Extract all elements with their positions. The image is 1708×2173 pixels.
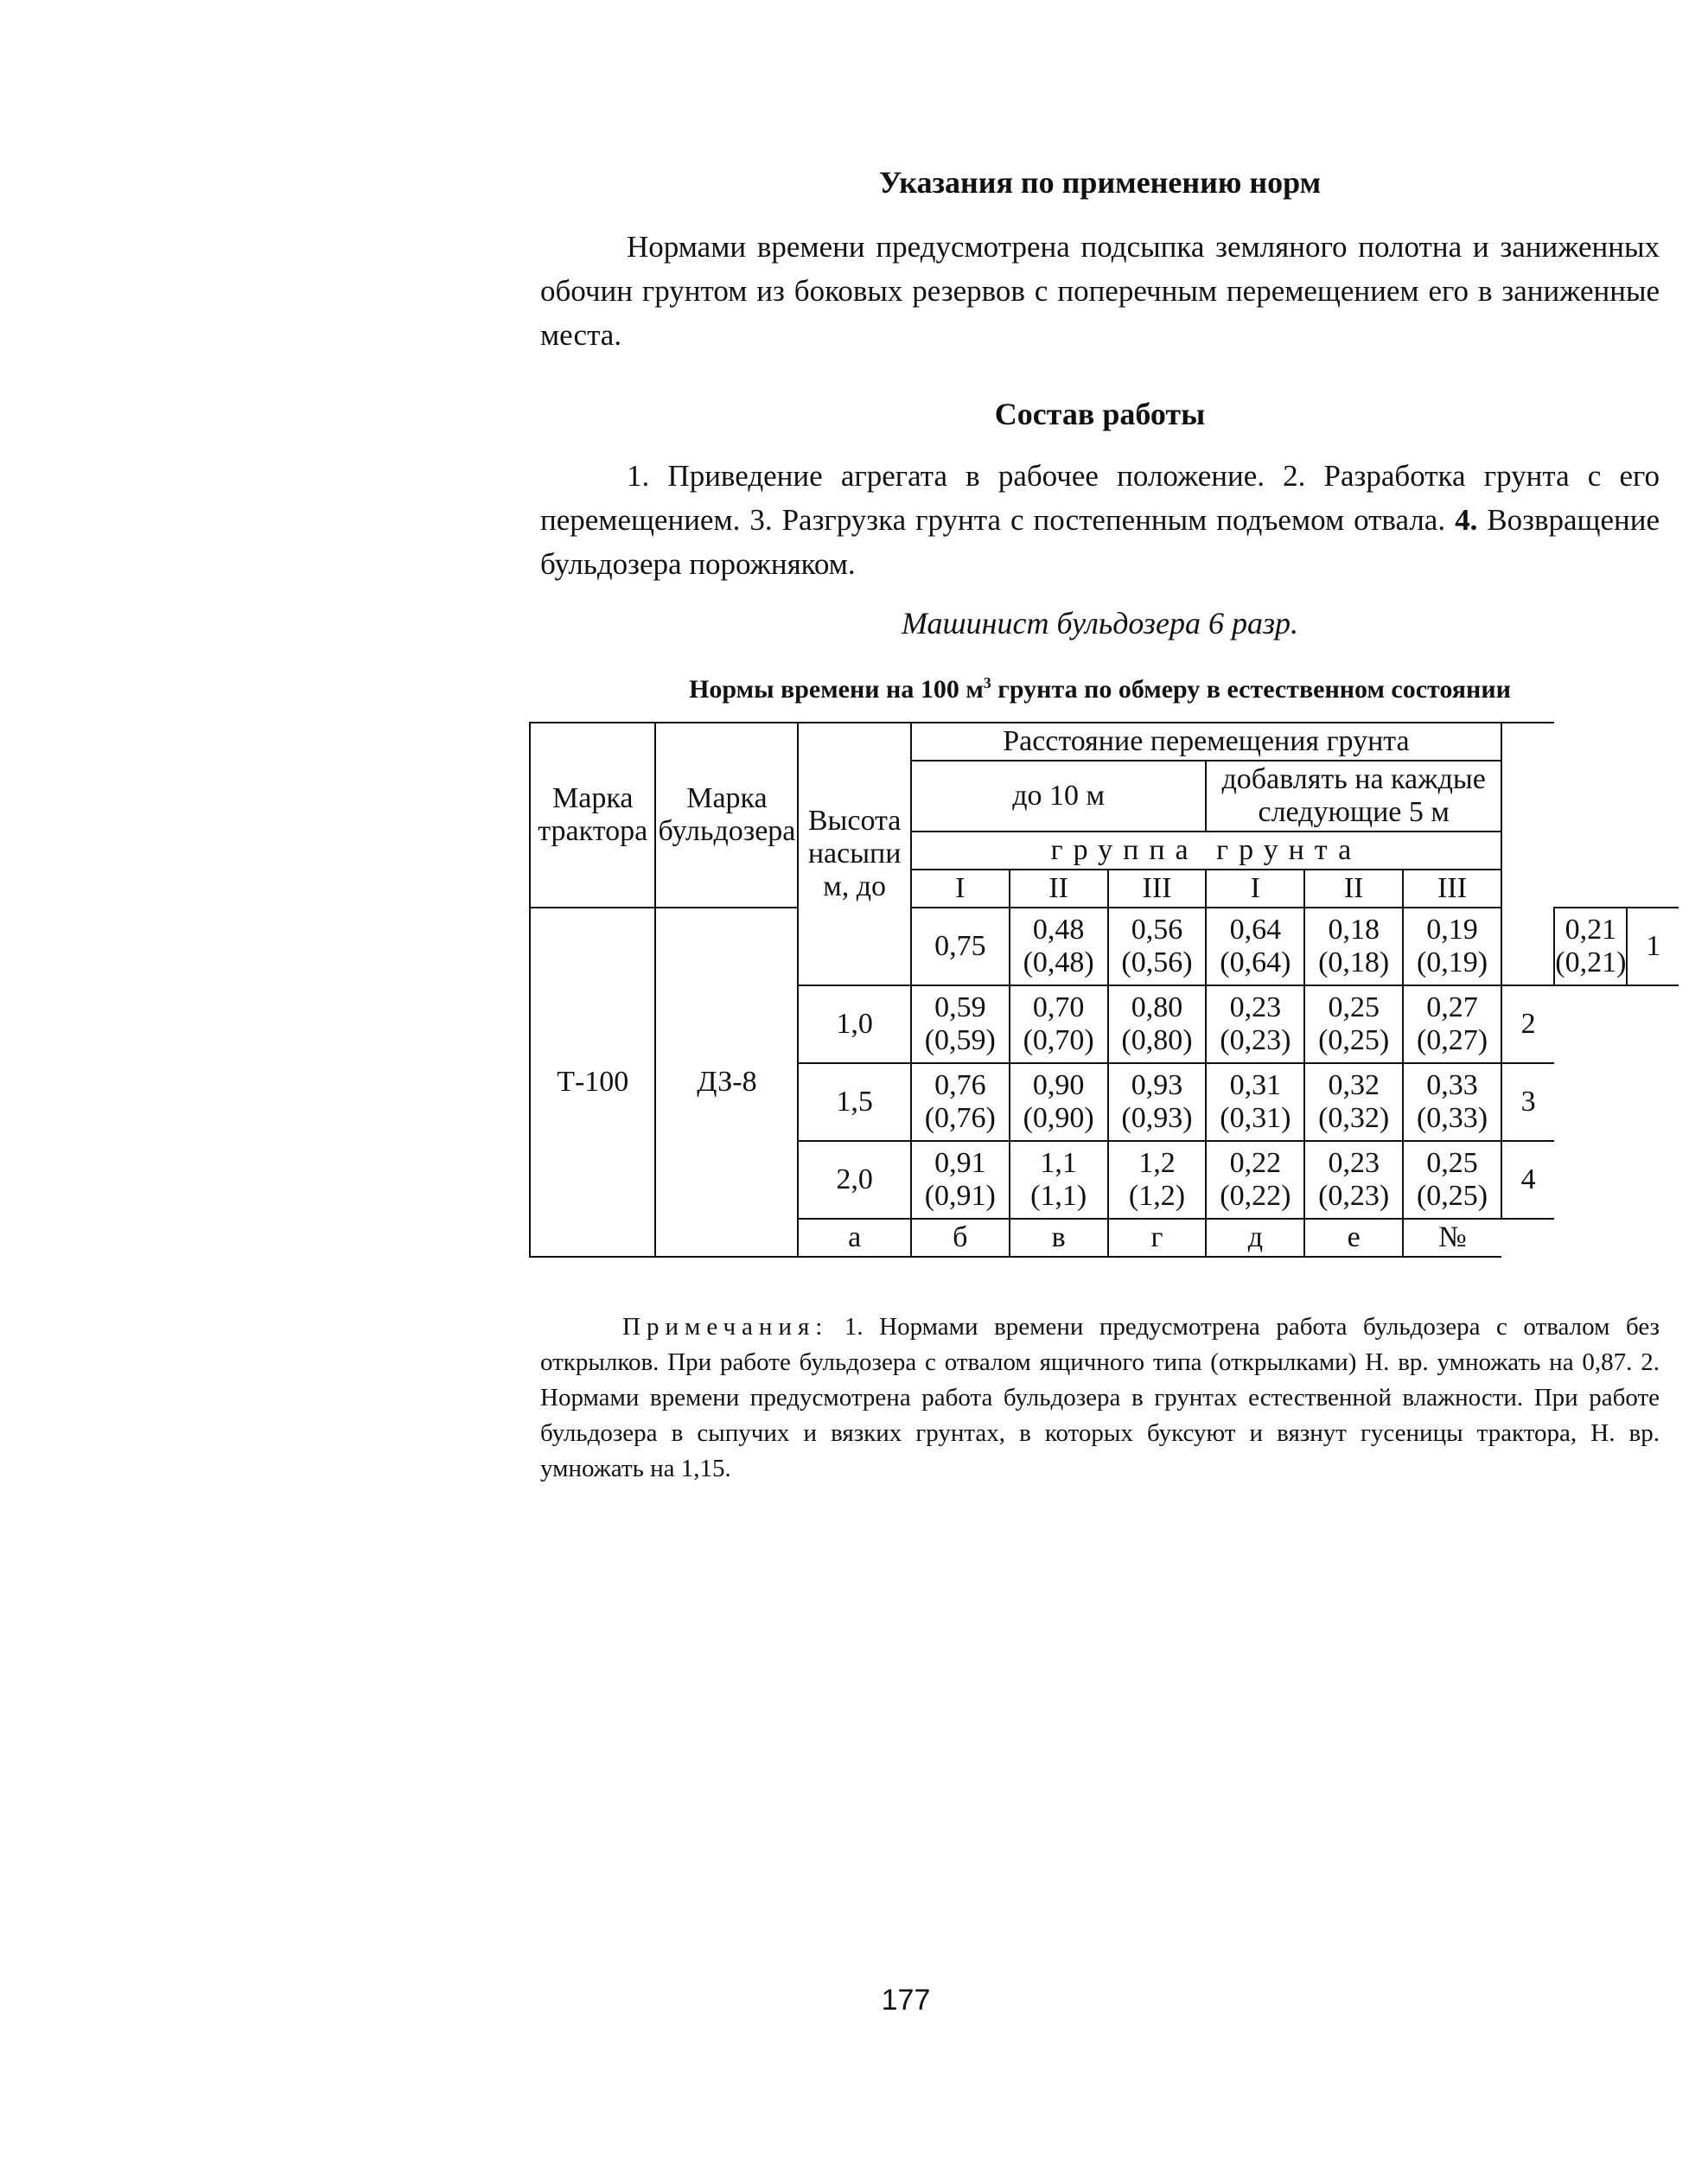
value-bracket: (0,56) [1121, 946, 1193, 978]
bulldozer-cell: ДЗ-8 [655, 908, 798, 1257]
value-bracket: (0,32) [1318, 1102, 1390, 1134]
value-cell [1554, 908, 1627, 985]
value-main: 0,27 [1426, 991, 1478, 1023]
column-letter: в [1010, 1219, 1108, 1257]
column-letter: д [1206, 1219, 1304, 1257]
value-main: 0,76 [934, 1069, 986, 1101]
row-number: 3 [1501, 1063, 1554, 1141]
value-cell [1304, 908, 1403, 985]
value-cell [1108, 985, 1207, 1063]
value-cell [1108, 1063, 1207, 1141]
header-group-3: III [1108, 870, 1207, 908]
tractor-cell: Т-100 [530, 908, 655, 1257]
norms-table [529, 722, 1679, 1258]
value-cell [1403, 1141, 1501, 1219]
number-label: № [1403, 1219, 1501, 1257]
value-main: 0,80 [1131, 991, 1183, 1023]
value-main: 0,33 [1426, 1069, 1478, 1101]
value-bracket: (0,23) [1318, 1180, 1390, 1212]
header-group: группа грунта [911, 832, 1501, 870]
header-bulldozer: Марка бульдозера [655, 723, 798, 908]
value-bracket: (0,31) [1220, 1102, 1291, 1134]
value-main: 0,90 [1032, 1069, 1085, 1101]
value-main: 0,23 [1229, 991, 1282, 1023]
value-bracket: (0,18) [1318, 946, 1390, 978]
value-bracket: (0,90) [1023, 1102, 1094, 1134]
value-main: 0,93 [1131, 1069, 1183, 1101]
header-group-1: I [911, 870, 1010, 908]
value-cell [1206, 985, 1304, 1063]
value-cell [911, 1063, 1010, 1141]
value-cell [911, 985, 1010, 1063]
column-letter: б [911, 1219, 1010, 1257]
value-main: 0,25 [1426, 1147, 1478, 1179]
header-each: добавлять на каждые следующие 5 м [1206, 761, 1501, 832]
value-cell [1010, 985, 1108, 1063]
value-main: 0,31 [1229, 1069, 1282, 1101]
notes-text: 1. Нормами времени предусмотрена работа бульдозера с отвалом без открылков. При работе бульдозера с отвалом ящичного типа (открылками) Н. вр. умножать на 0,87. 2. Нормами времени предусмотрена работа бульдозера в грунтах естественной влажности. При работе бульдозера в сыпучих и вязких грунтах, в которых буксуют и вязнут гусеницы трактора, Н. вр. умножать на 1,15. [540, 1313, 1660, 1482]
value-bracket: (0,27) [1416, 1024, 1488, 1056]
value-main: 0,23 [1328, 1147, 1380, 1179]
value-cell [911, 1141, 1010, 1219]
value-cell [1010, 1063, 1108, 1141]
value-main: 0,91 [934, 1147, 986, 1179]
value-cell [1403, 1063, 1501, 1141]
value-bracket: (0,59) [924, 1024, 996, 1056]
value-cell [1304, 1063, 1403, 1141]
table-caption: Нормы времени на 100 $м^3$ грунта по обмеру в естественном состоянии [689, 674, 1511, 704]
value-bracket: (0,93) [1121, 1102, 1193, 1134]
page-number: 177 [881, 1984, 931, 2017]
worker-line: Машинист бульдозера 6 разр. [901, 606, 1299, 640]
value-bracket: (1,1) [1030, 1180, 1087, 1212]
value-main: 0,19 [1426, 914, 1478, 946]
value-bracket: (0,64) [1220, 946, 1291, 978]
notes [540, 1310, 1660, 1487]
work-paragraph [540, 454, 1660, 586]
height-cell: 2,0 [798, 1141, 911, 1219]
column-letter: е [1304, 1219, 1403, 1257]
value-main: 0,48 [1032, 914, 1085, 946]
value-cell [1403, 985, 1501, 1063]
work-title: Состав работы [994, 397, 1206, 431]
value-cell [1304, 1141, 1403, 1219]
header-group-5: II [1304, 870, 1403, 908]
value-main: 0,56 [1131, 914, 1183, 946]
value-main: 0,59 [934, 991, 986, 1023]
value-main: 0,32 [1328, 1069, 1380, 1101]
value-bracket: (0,21) [1555, 946, 1627, 978]
height-cell: 1,5 [798, 1063, 911, 1141]
row-number: 1 [1627, 908, 1679, 985]
row-number: 2 [1501, 985, 1554, 1063]
value-cell [1304, 985, 1403, 1063]
value-main: 0,18 [1328, 914, 1380, 946]
height-cell: 1,0 [798, 985, 911, 1063]
column-letter: а [798, 1219, 911, 1257]
header-distance: Расстояние перемещения грунта [911, 723, 1501, 761]
work-text-end: Возвращение бульдозера порожняком. [540, 503, 1660, 581]
work-text-bold: 4. [1455, 503, 1478, 537]
height-cell: 0,75 [911, 908, 1010, 985]
row-number: 4 [1501, 1141, 1554, 1219]
value-bracket: (0,70) [1023, 1024, 1094, 1056]
value-main: 0,70 [1032, 991, 1085, 1023]
value-bracket: (0,23) [1220, 1024, 1291, 1056]
value-cell [1108, 908, 1207, 985]
value-main: 0,21 [1565, 914, 1617, 946]
value-main: 0,25 [1328, 991, 1380, 1023]
guidance-text: Нормами времени предусмотрена подсыпка земляного полотна и заниженных обочин грунтом из боковых резервов с поперечным перемещением его в заниженные места. [540, 230, 1660, 352]
value-bracket: (0,76) [924, 1102, 996, 1134]
value-main: 1,1 [1040, 1147, 1077, 1179]
value-main: 0,64 [1229, 914, 1282, 946]
value-bracket: (0,25) [1416, 1180, 1488, 1212]
value-main: 0,22 [1229, 1147, 1282, 1179]
value-bracket: (0,48) [1023, 946, 1094, 978]
value-cell [1206, 908, 1304, 985]
value-cell [1206, 1141, 1304, 1219]
value-cell [1010, 908, 1108, 985]
notes-label: Примечания: [622, 1313, 829, 1341]
header-upto: до 10 м [911, 761, 1207, 832]
value-main: 1,2 [1138, 1147, 1176, 1179]
header-group-4: I [1206, 870, 1304, 908]
value-bracket: (0,91) [924, 1180, 996, 1212]
value-bracket: (0,80) [1121, 1024, 1193, 1056]
guidance-title: Указания по применению норм [878, 165, 1322, 200]
value-bracket: (0,25) [1318, 1024, 1390, 1056]
header-group-2: II [1010, 870, 1108, 908]
value-bracket: (0,33) [1416, 1102, 1488, 1134]
value-cell [1206, 1063, 1304, 1141]
value-cell [1403, 908, 1501, 985]
value-bracket: (1,2) [1128, 1180, 1186, 1212]
value-bracket: (0,22) [1220, 1180, 1291, 1212]
value-cell [1108, 1141, 1207, 1219]
header-height: Высота насыпи м, до [798, 723, 911, 985]
header-group-6: III [1403, 870, 1501, 908]
work-text: 1. Приведение агрегата в рабочее положение. 2. Разработка грунта с его перемещением. 3. Разгрузка грунта с постепенным подъемом отвала. [540, 459, 1660, 537]
value-cell [1010, 1141, 1108, 1219]
guidance-paragraph [540, 225, 1660, 357]
column-letter: г [1108, 1219, 1207, 1257]
value-bracket: (0,19) [1416, 946, 1488, 978]
header-tractor: Марка трактора [530, 723, 655, 908]
